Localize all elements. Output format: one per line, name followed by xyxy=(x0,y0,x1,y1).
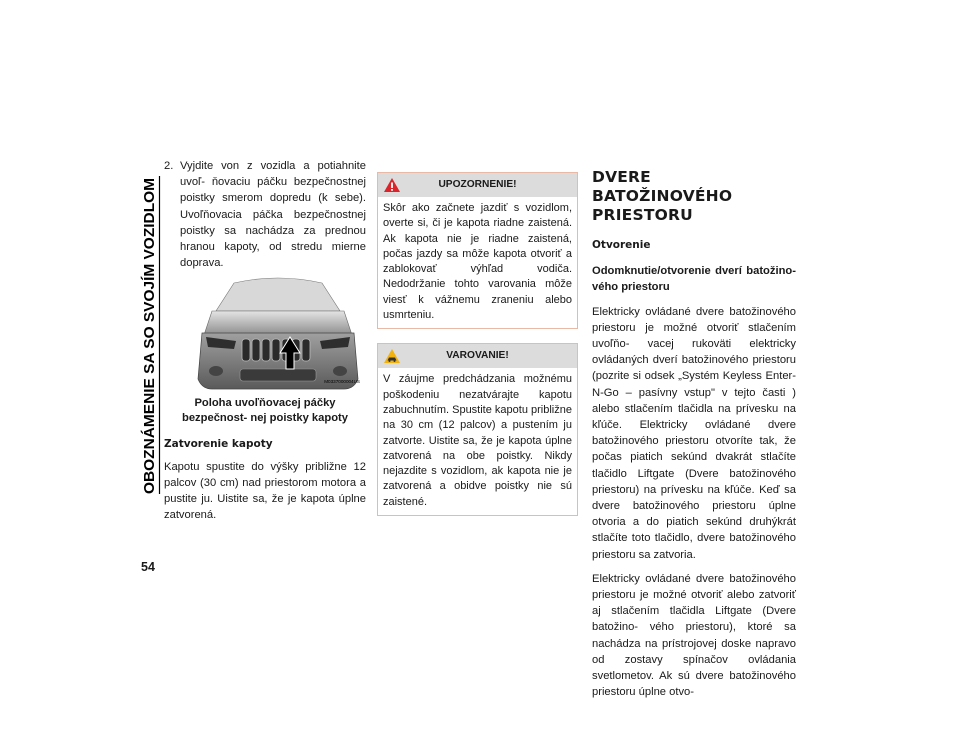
figure-caption: Poloha uvoľňovacej páčky bezpečnost- nej poistky kapoty xyxy=(182,397,348,425)
bold-heading: Odomknutie/otvorenie dverí batožino- vého priestoru xyxy=(592,265,796,294)
warning-title: VAROVANIE! xyxy=(446,350,509,362)
paragraph: Elektricky ovládané dvere batožinového priestoru je možné otvoriť stlačením uvoľňo- vacej rukoväti elektricky ovládaných dverí batožinového priestoru (pozrite si odsek „Systém Keyless Enter-N-Go – pasívny vstup" v tejto časti ) alebo stlačením tlačidla na prívesku na kľúče. Elektricky ovládané dvere batožinového priestoru otvoríte tak, že počas piatich sekúnd dvakrát stlačíte tlačidlo Liftgate (Dvere batožinového priestoru) na prívesku na kľúče. Keď sa dvere batožinového priestoru úplne otvoria a do piatich sekúnd druhýkrát stlačíte toto tlačidlo, dvere batožinového priestoru sa zatvoria. xyxy=(592,305,796,561)
side-tab-label: OBOZNÁMENIE SA SO SVOJÍM VOZIDLOM xyxy=(142,195,158,494)
caution-header xyxy=(378,173,577,197)
warning-box xyxy=(377,343,578,516)
warning-triangle-icon xyxy=(383,177,401,193)
caution-box xyxy=(377,172,578,329)
caution-title: UPOZORNENIE! xyxy=(438,179,517,190)
section-subheading: Otvorenie xyxy=(592,239,651,251)
closing-heading: Zatvorenie kapoty xyxy=(164,438,273,451)
paragraph: Elektricky ovládané dvere batožinového priestoru je možné otvoriť alebo zatvoriť aj stlačením tlačidla Liftgate (Dvere batožino- vého priestoru), ktoré sa nachádza na prístrojovej doske napravo od zostavy spínačov ovládania svetlometov. Ak sú dvere batožinového priestoru úplne otvo- xyxy=(592,572,796,699)
warning-text: V záujme predchádzania možnému poškodeniu nezatvárajte kapotu zabuchnutím. Spustite kapotu približne na 30 cm (12 palcov) a pustením ju zatvorte. Uistite sa, že je kapota úplne zatvorená na obe poistky. Nikdy nejazdite s vozidlom, ak kapota nie je zatvorená a obidve poistky nie sú zaistené. xyxy=(383,373,572,508)
car-front-illustration xyxy=(194,275,362,393)
caution-text: Skôr ako začnete jazdiť s vozidlom, overte si, či je kapota riadne zaistená. Ak kapota nie je riadne zaistená, počas jazdy sa môže kapota otvoriť a zablokovať výhľad vodiča. Nedodržanie tohto varovania môže viesť k vážnemu zraneniu alebo usmrteniu. xyxy=(383,202,572,322)
page-number: 54 xyxy=(141,560,155,574)
step-number: 2. xyxy=(164,160,174,172)
closing-text: Kapotu spustite do výšky približne 12 palcov (30 cm) nad priestorom motora a pustite ju. Uistite sa, že je kapota úplne zatvorená. xyxy=(164,460,366,522)
left-column xyxy=(164,158,366,531)
step-text: Vyjdite von z vozidla a potiahnite uvoľ- ňovaciu páčku bezpečnostnej poistky smerom dopredu (k sebe). Uvoľňovacia páčka bezpečnostnej poistky sa nachádza za prednou hranou kapoty, od stredu mierne doprava. xyxy=(180,160,366,270)
figure-code: M0337000004US xyxy=(324,379,360,385)
middle-column xyxy=(377,172,578,530)
side-tab xyxy=(139,176,161,494)
hood-release-figure xyxy=(194,275,362,393)
step-item xyxy=(164,158,366,271)
warning-header xyxy=(378,344,577,368)
car-warning-icon xyxy=(383,348,401,364)
section-title: DVERE BATOŽINOVÉHO PRIESTORU xyxy=(592,168,733,224)
right-column xyxy=(592,168,796,708)
